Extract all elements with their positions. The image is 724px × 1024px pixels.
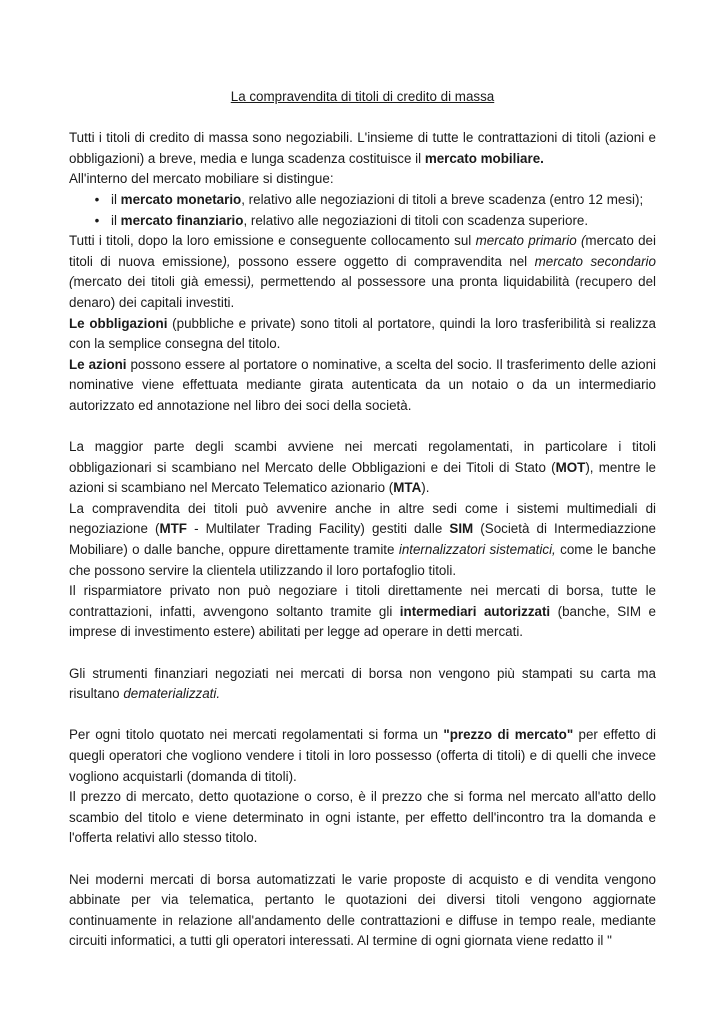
paragraph-mercati-regolamentati — [69, 437, 656, 499]
paragraph-text: come le banche che possono servire la clientela utilizzando il loro portafoglio titoli. — [69, 542, 656, 578]
bold-term: MTA — [393, 480, 422, 496]
paragraph-risparmiatore — [69, 581, 656, 643]
bold-term: mercato finanziario — [120, 212, 244, 228]
paragraph-text: La maggior parte degli scambi avviene nei mercati regolamentati, in particolare i titoli obbligazionari si scambiano nel Mercato delle Obbligazioni e dei Titoli di Stato ( — [69, 439, 656, 475]
italic-term: ), — [246, 274, 255, 290]
market-types-list — [69, 190, 656, 231]
paragraph-text: possono essere al portatore o nominative, a scelta del socio. Il trasferimento delle azioni nominative viene effettuata mediante girata autenticata da un notaio o da un intermediario autorizzato ed annotazione nel libro dei soci della società. — [69, 356, 656, 413]
paragraph-text: (banche, SIM e imprese di investimento estere) abilitati per legge ad operare in detti mercati. — [69, 603, 656, 640]
italic-term: dematerializzati. — [123, 686, 221, 702]
document-title: La compravendita di titoli di credito di massa — [230, 89, 495, 104]
paragraph-text: Tutti i titoli di credito di massa sono negoziabili. L'insieme di tutte le contrattazioni di titoli (azioni e obbligazioni) a breve, media e lunga scadenza costituisce il — [69, 130, 656, 166]
bold-term: "prezzo di mercato" — [443, 727, 574, 743]
bold-term: SIM — [449, 521, 474, 537]
paragraph-quotazione: Il prezzo di mercato, detto quotazione o corso, è il prezzo che si forma nel mercato all'atto dello scambio del titolo e viene determinato in ogni istante, per effetto dell'incontro tra la domanda e l'offerta relativi allo stesso titolo. — [69, 789, 656, 846]
paragraph-dematerializzati — [69, 664, 656, 705]
paragraph-gap — [69, 705, 656, 726]
list-item-mercato-monetario — [91, 190, 656, 211]
paragraph-text: All'interno del mercato mobiliare si distingue: — [69, 171, 334, 187]
paragraph-text: Gli strumenti finanziari negoziati nei mercati di borsa non vengono più stampati su carta ma risultano — [69, 665, 656, 702]
bold-term: mercato monetario — [120, 191, 242, 207]
paragraph-gap — [69, 643, 656, 664]
paragraph-prezzo-di-mercato — [69, 725, 656, 787]
bold-term-mercato-mobiliare: mercato mobiliare. — [424, 150, 544, 166]
bold-term: MOT — [555, 459, 586, 475]
paragraph-text: ). — [421, 480, 430, 496]
bold-term: Le azioni — [69, 356, 127, 372]
italic-term: mercato primario ( — [475, 233, 586, 249]
list-item-text: , relativo alle negoziazioni di titoli a breve scadenza (entro 12 mesi); — [241, 191, 644, 207]
paragraph-text: possono essere oggetto di compravendita nel — [230, 253, 535, 269]
paragraph-text: (Società di Intermediazzione Mobiliare) o dalle banche, oppure direttamente tramite — [69, 521, 656, 558]
italic-term: internalizzatori sistematici, — [398, 542, 556, 558]
italic-term: mercato secondario ( — [69, 253, 656, 290]
bullet-icon: • — [94, 191, 100, 207]
list-item-mercato-finanziario — [91, 211, 656, 232]
paragraph-text: permettendo al possessore una pronta liquidabilità (recupero del denaro) dei capitali investiti. — [69, 274, 656, 310]
paragraph-azioni — [69, 355, 656, 417]
paragraph-text: per effetto di quegli operatori che vogliono vendere i titoli in loro possesso (offerta di titoli) e di quelli che invece vogliono acquistarli (domanda di titoli). — [69, 727, 656, 784]
paragraph-text: Tutti i titoli, dopo la loro emissione e conseguente collocamento sul — [69, 233, 476, 249]
paragraph-text: Il risparmiatore privato non può negoziare i titoli direttamente nei mercati di borsa, tutte le contrattazioni, infatti, avvengono soltanto tramite gli — [69, 583, 656, 619]
list-item-text: , relativo alle negoziazioni di titoli con scadenza superiore. — [243, 212, 589, 228]
paragraph-text: mercato dei titoli già emessi — [73, 274, 247, 290]
paragraph-text: ), mentre le azioni si scambiano nel Mercato Telematico azionario ( — [69, 459, 657, 496]
bold-term: Le obbligazioni — [69, 315, 168, 331]
paragraph-titoli-negoziabili — [69, 128, 656, 190]
italic-term: ), — [222, 253, 231, 269]
paragraph-gap — [69, 417, 656, 438]
paragraph-text: La compravendita dei titoli può avvenire anche in altre sedi come i sistemi multimediali di negoziazione ( — [69, 500, 656, 537]
paragraph-text: - Multilater Trading Facility) gestiti dalle — [186, 521, 450, 537]
paragraph-obbligazioni — [69, 314, 656, 355]
paragraph-text: Per ogni titolo quotato nei mercati regolamentati si forma un — [69, 727, 444, 743]
paragraph-gap — [69, 849, 656, 870]
paragraph-text: mercato dei titoli di nuova emissione — [69, 233, 656, 269]
bold-term: intermediari autorizzati — [399, 603, 551, 619]
paragraph-text: (pubbliche e private) sono titoli al portatore, quindi la loro trasferibilità si realizza con la semplice consegna del titolo. — [69, 315, 656, 352]
bullet-icon: • — [94, 212, 100, 228]
paragraph-altre-sedi — [69, 499, 656, 581]
paragraph-mercati-automatizzati: Nei moderni mercati di borsa automatizzati le varie proposte di acquisto e di vendita vengono abbinate per via telematica, pertanto le quotazioni dei diversi titoli vengono aggiornate continuamente in relazione all'andamento delle contrattazioni e diffuse in tempo reale, mediante circuiti informatici, a tutti gli operatori interessati. Al termine di ogni giornata viene redatto il " — [69, 871, 656, 949]
list-item-text: il — [111, 212, 121, 228]
paragraph-mercato-primario-secondario — [69, 231, 656, 313]
bold-term: MTF — [159, 521, 187, 537]
list-item-text: il — [111, 191, 121, 207]
